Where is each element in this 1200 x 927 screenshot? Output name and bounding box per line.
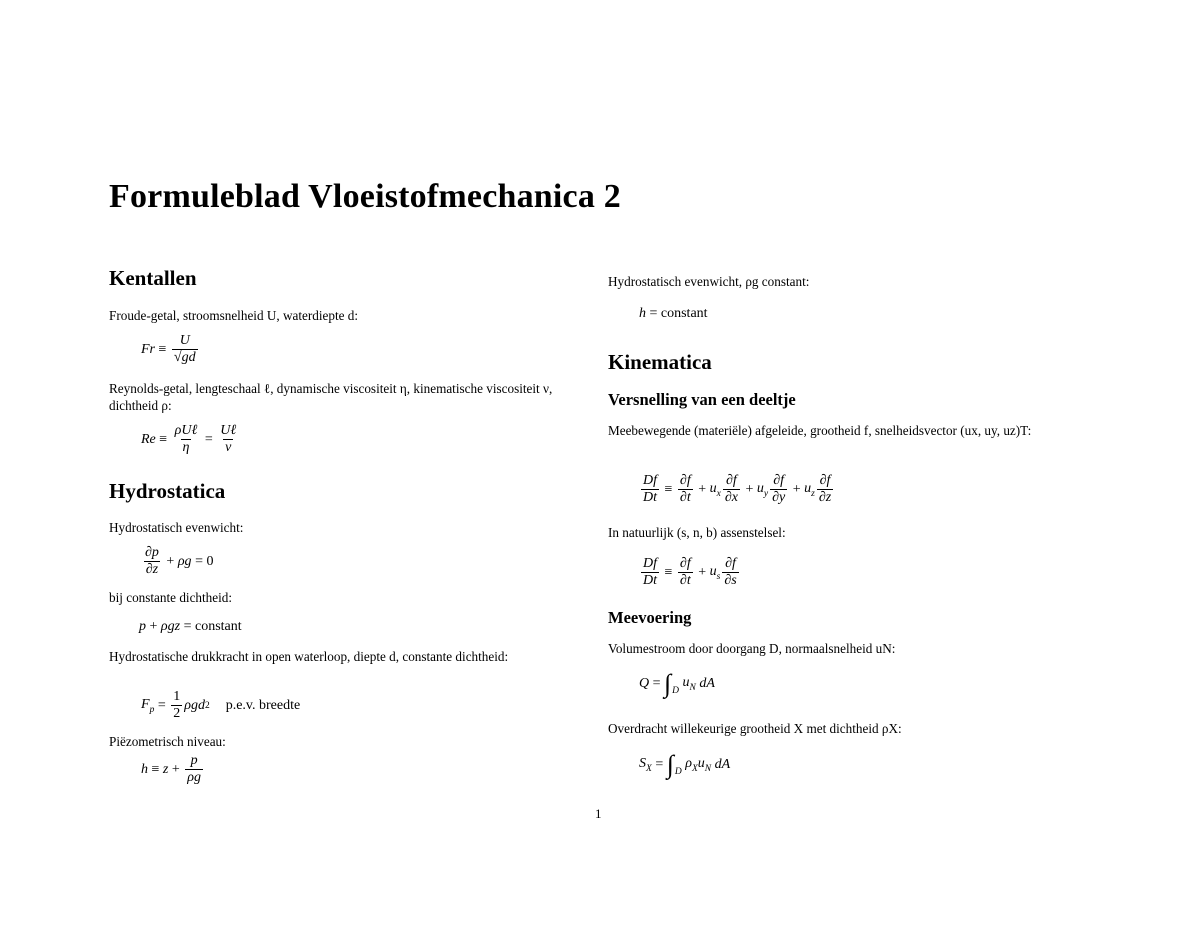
drukkracht-note: p.e.v. breedte [225, 697, 301, 713]
volumestroom-equation: Q = ∫ $_D$ $u_N$ dA [639, 669, 715, 698]
subsection-heading-meevoering: Meevoering [608, 608, 692, 627]
natuurlijk-equation: $\frac{Df}{Dt}$ ≡ $\frac{\partial f}{\partial t}$ + $u_s$ $\frac{\partial f}{\partial s}$ [643, 556, 737, 588]
froude-text: Froude-getal, stroomsnelheid U, waterdiepte d: [109, 308, 359, 323]
natuurlijk-description: In natuurlijk (s, n, b) assenstelsel: [608, 525, 786, 540]
volumestroom-description: Volumestroom door doorgang D, normaalsnelheid uN: [608, 641, 896, 656]
reynolds-description: Reynolds-getal, lengteschaal ℓ, dynamische viscositeit η, kinematische viscositeit ν, dichtheid ρ: [109, 381, 553, 413]
section-heading-kinematica: Kinematica [608, 350, 712, 374]
constante-equation: p + ρgz = constant [139, 619, 242, 634]
hydrostatisch-rhog-description: Hydrostatisch evenwicht, ρg constant: [608, 274, 810, 289]
section-heading-kentallen: Kentallen [109, 266, 197, 290]
drukkracht-equation: $F_p$ = $\frac{1}{2}$ ρgd 2 p.e.v. breedte [141, 689, 301, 721]
constante-description: bij constante dichtheid: [109, 590, 233, 605]
froude-equation: Fr ≡ $\frac{U}{√gd}$ [141, 333, 196, 365]
material-derivative-equation: $\frac{Df}{Dt}$ ≡ $\frac{\partial f}{\partial t}$ + $u_x$ $\frac{\partial f}{\partial x}$ + $u_y$ $\frac{\partial f}{\partial y}$ + $u_z$ $\frac{\partial f}{\partial z}$ [643, 473, 832, 505]
overdracht-equation: $S_X$ = ∫ $_D$ $\rho_X$ $u_N$ dA [639, 750, 731, 779]
section-heading-hydrostatica: Hydrostatica [109, 479, 226, 503]
froude-description [109, 307, 594, 324]
page-number: 1 [595, 806, 602, 821]
evenwicht-description: Hydrostatisch evenwicht: [109, 520, 244, 535]
hydrostatisch-rhog-equation: h = constant [639, 306, 708, 321]
niveau-equation: h ≡ z + $\frac{p}{\rho g}$ [141, 753, 201, 785]
reynolds-equation: Re ≡ $\frac{\text{ρUℓ}}{\eta}$ = $\frac{\text{Uℓ}}{\nu}$ [141, 423, 237, 455]
evenwicht-equation: $\frac{\partial p}{\partial z}$ + ρg = 0 [145, 545, 214, 577]
overdracht-description: Overdracht willekeurige grootheid X met dichtheid ρX: [608, 721, 902, 736]
subsection-heading-versnelling: Versnelling van een deeltje [608, 390, 796, 409]
page-title: Formuleblad Vloeistofmechanica 2 [109, 178, 621, 215]
drukkracht-description: Hydrostatische drukkracht in open waterloop, diepte d, constante dichtheid: [109, 649, 509, 664]
niveau-description: Piëzometrisch niveau: [109, 734, 226, 749]
meebewegende-description: Meebewegende (materiële) afgeleide, grootheid f, snelheidsvector (ux, uy, uz)T: [608, 423, 1032, 438]
